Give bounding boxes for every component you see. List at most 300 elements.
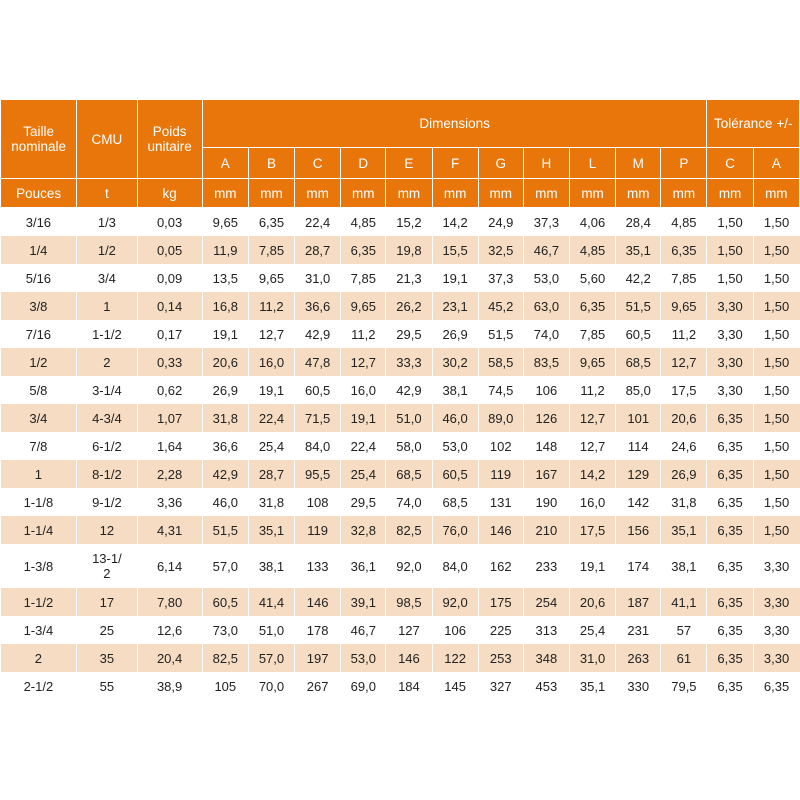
table-cell: 6,35 <box>707 488 753 516</box>
table-cell: 6,35 <box>707 404 753 432</box>
table-cell: 253 <box>478 644 523 672</box>
table-cell: 7,85 <box>341 264 386 292</box>
table-cell: 83,5 <box>523 348 569 376</box>
table-cell: 0,62 <box>137 376 202 404</box>
table-cell: 76,0 <box>432 516 478 544</box>
table-cell: 184 <box>386 672 432 700</box>
table-cell: 2-1/2 <box>1 672 77 700</box>
header-dim-l: L <box>569 148 615 179</box>
table-row <box>1 376 800 404</box>
table-cell: 32,8 <box>341 516 386 544</box>
table-cell: 85,0 <box>616 376 661 404</box>
header-unit: mm <box>386 179 432 208</box>
table-cell: 3,30 <box>707 376 753 404</box>
table-cell: 42,9 <box>386 376 432 404</box>
table-cell: 3,30 <box>753 544 799 588</box>
table-row <box>1 588 800 616</box>
table-cell: 4,31 <box>137 516 202 544</box>
header-unit: mm <box>341 179 386 208</box>
table-cell: 0,33 <box>137 348 202 376</box>
table-cell: 6,35 <box>707 516 753 544</box>
table-cell: 11,2 <box>661 320 707 348</box>
table-cell: 15,5 <box>432 236 478 264</box>
table-cell: 7,85 <box>569 320 615 348</box>
table-cell: 51,5 <box>478 320 523 348</box>
table-cell: 105 <box>202 672 248 700</box>
header-unit: t <box>77 179 137 208</box>
table-cell: 330 <box>616 672 661 700</box>
table-cell: 14,2 <box>569 460 615 488</box>
table-cell: 1,50 <box>753 404 799 432</box>
table-cell: 174 <box>616 544 661 588</box>
table-row <box>1 236 800 264</box>
table-cell: 1,50 <box>753 376 799 404</box>
table-cell: 22,4 <box>248 404 294 432</box>
table-row <box>1 460 800 488</box>
table-cell: 35,1 <box>616 236 661 264</box>
table-cell: 263 <box>616 644 661 672</box>
table-cell: 16,0 <box>341 376 386 404</box>
header-dimensions: Dimensions <box>202 100 707 148</box>
table-cell: 9,65 <box>569 348 615 376</box>
table-cell: 61 <box>661 644 707 672</box>
table-body <box>1 208 800 701</box>
table-row <box>1 516 800 544</box>
table-row <box>1 404 800 432</box>
table-cell: 146 <box>386 644 432 672</box>
header-dim-h: H <box>523 148 569 179</box>
table-cell: 1,50 <box>707 236 753 264</box>
table-cell: 11,2 <box>569 376 615 404</box>
table-cell: 6,35 <box>707 616 753 644</box>
table-row <box>1 488 800 516</box>
table-cell: 453 <box>523 672 569 700</box>
table-cell: 70,0 <box>248 672 294 700</box>
table-cell: 57 <box>661 616 707 644</box>
table-cell: 25,4 <box>569 616 615 644</box>
header-unit: mm <box>295 179 341 208</box>
table-cell: 42,9 <box>202 460 248 488</box>
table-cell: 6,35 <box>707 588 753 616</box>
table-cell: 63,0 <box>523 292 569 320</box>
table-cell: 26,9 <box>661 460 707 488</box>
table-cell: 42,2 <box>616 264 661 292</box>
table-cell: 7,85 <box>661 264 707 292</box>
table-cell: 84,0 <box>432 544 478 588</box>
table-cell: 126 <box>523 404 569 432</box>
header-dim-g: G <box>478 148 523 179</box>
header-dim-a: A <box>202 148 248 179</box>
table-cell: 22,4 <box>295 208 341 237</box>
header-tol-a: A <box>753 148 799 179</box>
table-cell: 95,5 <box>295 460 341 488</box>
table-cell: 1/2 <box>1 348 77 376</box>
table-cell: 6,35 <box>707 644 753 672</box>
table-cell: 38,1 <box>661 544 707 588</box>
table-cell: 51,0 <box>386 404 432 432</box>
table-cell: 1,50 <box>753 292 799 320</box>
table-cell: 6,14 <box>137 544 202 588</box>
table-cell: 4,85 <box>661 208 707 237</box>
table-cell: 145 <box>432 672 478 700</box>
table-cell: 1/3 <box>77 208 137 237</box>
table-cell: 1,50 <box>753 264 799 292</box>
table-row <box>1 348 800 376</box>
table-cell: 6,35 <box>707 544 753 588</box>
table-cell: 92,0 <box>386 544 432 588</box>
table-cell: 28,7 <box>295 236 341 264</box>
table-cell: 13,5 <box>202 264 248 292</box>
table-cell: 4,85 <box>341 208 386 237</box>
table-cell: 3,30 <box>753 616 799 644</box>
table-cell: 19,1 <box>432 264 478 292</box>
header-taille-nominale: Taille nominale <box>1 100 77 179</box>
table-cell: 31,8 <box>661 488 707 516</box>
table-cell: 101 <box>616 404 661 432</box>
table-cell: 46,7 <box>523 236 569 264</box>
table-cell: 4,06 <box>569 208 615 237</box>
table-cell: 31,0 <box>569 644 615 672</box>
table-cell: 313 <box>523 616 569 644</box>
table-cell: 19,1 <box>248 376 294 404</box>
table-cell: 327 <box>478 672 523 700</box>
table-cell: 17,5 <box>569 516 615 544</box>
header-dim-b: B <box>248 148 294 179</box>
table-cell: 225 <box>478 616 523 644</box>
table-cell: 47,8 <box>295 348 341 376</box>
table-cell: 24,6 <box>661 432 707 460</box>
table-cell: 35,1 <box>248 516 294 544</box>
table-cell: 36,6 <box>202 432 248 460</box>
table-cell: 1,50 <box>753 432 799 460</box>
table-cell: 74,0 <box>386 488 432 516</box>
table-cell: 114 <box>616 432 661 460</box>
table-cell: 19,1 <box>569 544 615 588</box>
table-cell: 53,0 <box>523 264 569 292</box>
table-cell: 0,09 <box>137 264 202 292</box>
table-cell: 55 <box>77 672 137 700</box>
table-cell: 1,64 <box>137 432 202 460</box>
table-cell: 156 <box>616 516 661 544</box>
table-cell: 6-1/2 <box>77 432 137 460</box>
table-cell: 9,65 <box>248 264 294 292</box>
table-cell: 1-1/8 <box>1 488 77 516</box>
table-cell: 1,50 <box>753 516 799 544</box>
header-unit: mm <box>569 179 615 208</box>
table-cell: 12,7 <box>569 432 615 460</box>
table-row <box>1 616 800 644</box>
header-tolerance: Tolérance +/- <box>707 100 800 148</box>
table-cell: 25,4 <box>341 460 386 488</box>
table-cell: 16,0 <box>569 488 615 516</box>
table-cell: 129 <box>616 460 661 488</box>
table-cell: 26,9 <box>432 320 478 348</box>
table-cell: 1,50 <box>753 208 799 237</box>
table-cell: 1-1/2 <box>1 588 77 616</box>
table-row <box>1 432 800 460</box>
table-cell: 53,0 <box>341 644 386 672</box>
table-cell: 60,5 <box>202 588 248 616</box>
table-cell: 127 <box>386 616 432 644</box>
table-cell: 167 <box>523 460 569 488</box>
table-cell: 71,5 <box>295 404 341 432</box>
table-cell: 29,5 <box>386 320 432 348</box>
table-cell: 4-3/4 <box>77 404 137 432</box>
table-cell: 9,65 <box>202 208 248 237</box>
table-cell: 16,0 <box>248 348 294 376</box>
table-cell: 35,1 <box>569 672 615 700</box>
table-cell: 1,50 <box>707 264 753 292</box>
table-cell: 20,4 <box>137 644 202 672</box>
table-cell: 5/8 <box>1 376 77 404</box>
table-cell: 1,50 <box>753 460 799 488</box>
table-cell: 20,6 <box>661 404 707 432</box>
table-cell: 17,5 <box>661 376 707 404</box>
table-cell: 12,7 <box>341 348 386 376</box>
table-cell: 12,7 <box>661 348 707 376</box>
table-cell: 3,30 <box>753 644 799 672</box>
table-cell: 69,0 <box>341 672 386 700</box>
table-cell: 108 <box>295 488 341 516</box>
table-cell: 12,7 <box>248 320 294 348</box>
table-cell: 58,0 <box>386 432 432 460</box>
header-poids-unitaire: Poids unitaire <box>137 100 202 179</box>
table-cell: 42,9 <box>295 320 341 348</box>
table-cell: 1,07 <box>137 404 202 432</box>
header-dim-m: M <box>616 148 661 179</box>
header-dim-e: E <box>386 148 432 179</box>
table-cell: 28,7 <box>248 460 294 488</box>
table-cell: 11,2 <box>341 320 386 348</box>
table-cell: 210 <box>523 516 569 544</box>
header-dim-f: F <box>432 148 478 179</box>
table-cell: 36,1 <box>341 544 386 588</box>
table-cell: 7,80 <box>137 588 202 616</box>
table-cell: 46,7 <box>341 616 386 644</box>
table-cell: 38,1 <box>248 544 294 588</box>
table-cell: 146 <box>478 516 523 544</box>
table-cell: 21,3 <box>386 264 432 292</box>
table-cell: 12,7 <box>569 404 615 432</box>
table-cell: 84,0 <box>295 432 341 460</box>
table-cell: 37,3 <box>523 208 569 237</box>
table-cell: 74,5 <box>478 376 523 404</box>
table-cell: 19,1 <box>202 320 248 348</box>
table-cell: 19,1 <box>341 404 386 432</box>
table-cell: 133 <box>295 544 341 588</box>
table-row <box>1 264 800 292</box>
table-cell: 26,2 <box>386 292 432 320</box>
table-cell: 25 <box>77 616 137 644</box>
table-cell: 197 <box>295 644 341 672</box>
table-cell: 33,3 <box>386 348 432 376</box>
header-unit: mm <box>707 179 753 208</box>
table-cell: 6,35 <box>753 672 799 700</box>
table-cell: 22,4 <box>341 432 386 460</box>
table-cell: 30,2 <box>432 348 478 376</box>
table-cell: 0,14 <box>137 292 202 320</box>
table-cell: 1,50 <box>753 488 799 516</box>
table-cell: 58,5 <box>478 348 523 376</box>
table-cell: 231 <box>616 616 661 644</box>
table-cell: 6,35 <box>707 432 753 460</box>
table-cell: 37,3 <box>478 264 523 292</box>
header-unit: mm <box>753 179 799 208</box>
table-cell: 3,36 <box>137 488 202 516</box>
table-cell: 82,5 <box>202 644 248 672</box>
table-cell: 1 <box>1 460 77 488</box>
table-cell: 178 <box>295 616 341 644</box>
table-cell: 13-1/2 <box>77 544 137 588</box>
table-cell: 348 <box>523 644 569 672</box>
table-row <box>1 544 800 588</box>
table-cell: 6,35 <box>707 460 753 488</box>
table-cell: 3/16 <box>1 208 77 237</box>
table-cell: 31,8 <box>248 488 294 516</box>
table-cell: 102 <box>478 432 523 460</box>
table-cell: 9,65 <box>661 292 707 320</box>
table-cell: 1-3/4 <box>1 616 77 644</box>
table-cell: 267 <box>295 672 341 700</box>
table-cell: 6,35 <box>661 236 707 264</box>
table-cell: 14,2 <box>432 208 478 237</box>
table-cell: 20,6 <box>202 348 248 376</box>
table-cell: 24,9 <box>478 208 523 237</box>
table-cell: 12,6 <box>137 616 202 644</box>
table-cell: 0,03 <box>137 208 202 237</box>
table-cell: 1,50 <box>753 348 799 376</box>
table-cell: 162 <box>478 544 523 588</box>
table-cell: 7/16 <box>1 320 77 348</box>
table-cell: 28,4 <box>616 208 661 237</box>
table-cell: 3,30 <box>707 348 753 376</box>
header-dim-p: P <box>661 148 707 179</box>
table-cell: 3,30 <box>707 320 753 348</box>
table-cell: 46,0 <box>432 404 478 432</box>
table-cell: 92,0 <box>432 588 478 616</box>
table-cell: 82,5 <box>386 516 432 544</box>
table-cell: 6,35 <box>707 672 753 700</box>
table-row <box>1 292 800 320</box>
table-cell: 3-1/4 <box>77 376 137 404</box>
table-cell: 7/8 <box>1 432 77 460</box>
table-cell: 73,0 <box>202 616 248 644</box>
table-cell: 3,30 <box>753 588 799 616</box>
table-cell: 38,1 <box>432 376 478 404</box>
table-cell: 60,5 <box>295 376 341 404</box>
table-cell: 3/8 <box>1 292 77 320</box>
table-cell: 142 <box>616 488 661 516</box>
table-cell: 1,50 <box>707 208 753 237</box>
table-cell: 19,8 <box>386 236 432 264</box>
table-cell: 31,0 <box>295 264 341 292</box>
table-cell: 31,8 <box>202 404 248 432</box>
table-cell: 29,5 <box>341 488 386 516</box>
table-cell: 51,0 <box>248 616 294 644</box>
table-cell: 4,85 <box>569 236 615 264</box>
table-row <box>1 208 800 237</box>
table-cell: 1-3/8 <box>1 544 77 588</box>
table-cell: 131 <box>478 488 523 516</box>
header-dim-c: C <box>295 148 341 179</box>
table-cell: 187 <box>616 588 661 616</box>
header-row-units <box>1 179 800 208</box>
table-cell: 6,35 <box>569 292 615 320</box>
table-cell: 106 <box>432 616 478 644</box>
table-cell: 119 <box>478 460 523 488</box>
table-cell: 57,0 <box>202 544 248 588</box>
table-cell: 35,1 <box>661 516 707 544</box>
table-cell: 20,6 <box>569 588 615 616</box>
table-cell: 25,4 <box>248 432 294 460</box>
table-cell: 39,1 <box>341 588 386 616</box>
table-cell: 26,9 <box>202 376 248 404</box>
table-cell: 2 <box>77 348 137 376</box>
header-unit: mm <box>523 179 569 208</box>
table-cell: 175 <box>478 588 523 616</box>
table-cell: 11,9 <box>202 236 248 264</box>
table-cell: 51,5 <box>616 292 661 320</box>
header-unit: mm <box>432 179 478 208</box>
table-cell: 106 <box>523 376 569 404</box>
table-cell: 1,50 <box>753 236 799 264</box>
table-cell: 23,1 <box>432 292 478 320</box>
table-cell: 16,8 <box>202 292 248 320</box>
table-cell: 5,60 <box>569 264 615 292</box>
table-cell: 74,0 <box>523 320 569 348</box>
table-cell: 68,5 <box>616 348 661 376</box>
header-unit: mm <box>478 179 523 208</box>
table-cell: 3/4 <box>77 264 137 292</box>
table-row <box>1 320 800 348</box>
table-cell: 17 <box>77 588 137 616</box>
header-row-main <box>1 100 800 148</box>
table-cell: 35 <box>77 644 137 672</box>
table-cell: 41,4 <box>248 588 294 616</box>
table-cell: 51,5 <box>202 516 248 544</box>
table-cell: 0,05 <box>137 236 202 264</box>
table-cell: 3/4 <box>1 404 77 432</box>
table-cell: 12 <box>77 516 137 544</box>
table-cell: 190 <box>523 488 569 516</box>
table-cell: 79,5 <box>661 672 707 700</box>
table-cell: 6,35 <box>341 236 386 264</box>
specification-table <box>0 99 800 700</box>
table-cell: 254 <box>523 588 569 616</box>
header-cmu: CMU <box>77 100 137 179</box>
table-cell: 9,65 <box>341 292 386 320</box>
table-cell: 233 <box>523 544 569 588</box>
table-cell: 1-1/4 <box>1 516 77 544</box>
table-cell: 68,5 <box>432 488 478 516</box>
table-cell: 7,85 <box>248 236 294 264</box>
table-cell: 5/16 <box>1 264 77 292</box>
table-cell: 0,17 <box>137 320 202 348</box>
header-unit: mm <box>202 179 248 208</box>
table-cell: 60,5 <box>432 460 478 488</box>
table-cell: 2,28 <box>137 460 202 488</box>
table-cell: 46,0 <box>202 488 248 516</box>
table-cell: 32,5 <box>478 236 523 264</box>
table-cell: 15,2 <box>386 208 432 237</box>
table-cell: 146 <box>295 588 341 616</box>
table-cell: 1,50 <box>753 320 799 348</box>
table-cell: 41,1 <box>661 588 707 616</box>
table-cell: 68,5 <box>386 460 432 488</box>
table-cell: 148 <box>523 432 569 460</box>
table-cell: 11,2 <box>248 292 294 320</box>
table-cell: 1 <box>77 292 137 320</box>
